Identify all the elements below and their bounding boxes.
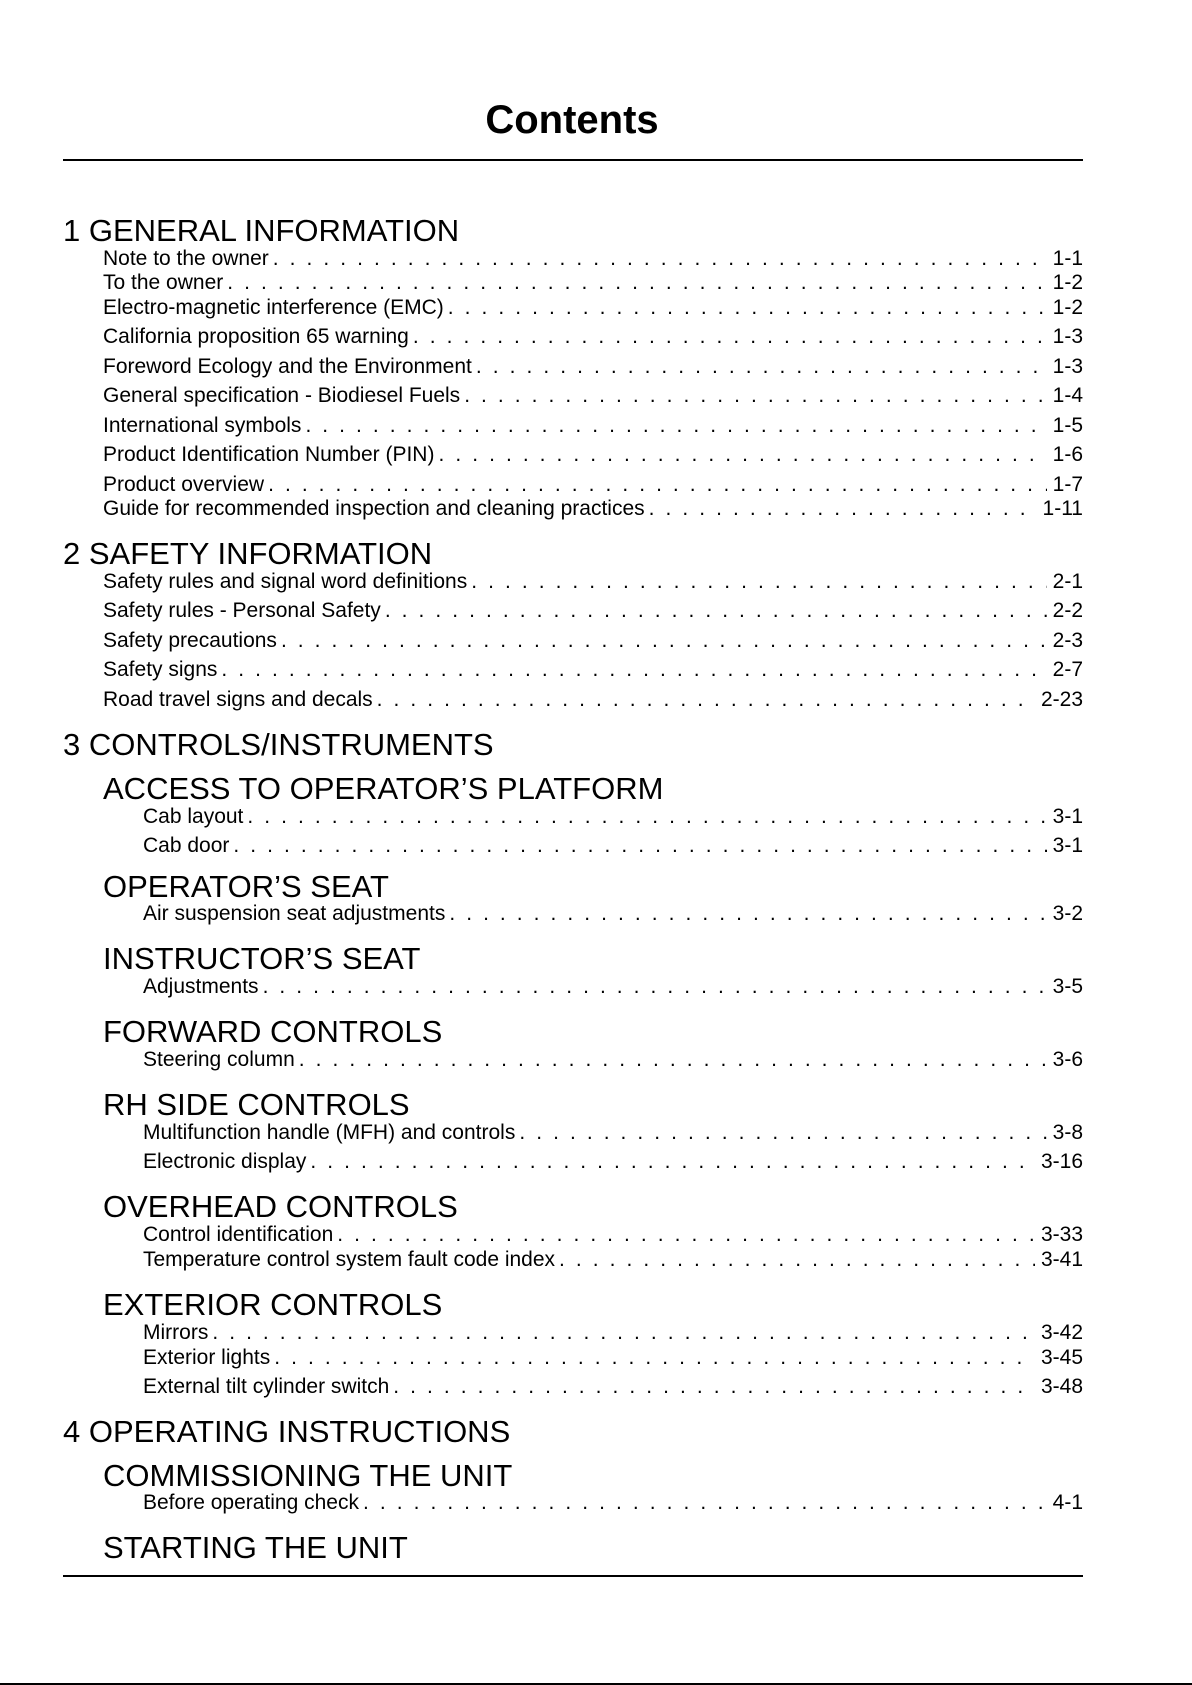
dot-leader (385, 598, 1047, 624)
toc-entry[interactable] (143, 1345, 1083, 1371)
toc-entry[interactable] (103, 383, 1083, 409)
toc-entry-title: Guide for recommended inspection and cleaning practices (103, 497, 645, 520)
dot-leader (471, 569, 1046, 595)
toc-entry-title: Safety signs (103, 658, 218, 681)
toc-entry-page: 3-48 (1040, 1375, 1083, 1398)
toc-entry-title: California proposition 65 warning (103, 325, 409, 348)
subsection-heading: FORWARD CONTROLS (103, 1014, 443, 1049)
bottom-divider (63, 1575, 1083, 1577)
section-heading-4: 4 OPERATING INSTRUCTIONS (63, 1414, 511, 1449)
subsection-heading: COMMISSIONING THE UNIT (103, 1458, 513, 1493)
toc-entry-page: 3-1 (1052, 834, 1083, 857)
toc-entry-page: 1-2 (1052, 271, 1083, 294)
toc-entry-title: Air suspension seat adjustments (143, 902, 446, 925)
dot-leader (268, 472, 1047, 498)
dot-leader (274, 1345, 1035, 1371)
toc-entry-title: Electronic display (143, 1150, 307, 1173)
toc-entry-page: 1-4 (1052, 384, 1083, 407)
toc-entry[interactable] (143, 1320, 1083, 1346)
dot-leader (519, 1120, 1046, 1146)
toc-entry[interactable] (143, 804, 1083, 830)
toc-entry-page: 3-1 (1052, 805, 1083, 828)
dot-leader (227, 270, 1046, 296)
toc-entry[interactable] (143, 1247, 1083, 1273)
section-heading-2: 2 SAFETY INFORMATION (63, 536, 433, 571)
toc-entry-page: 1-5 (1052, 414, 1083, 437)
dot-leader (263, 974, 1047, 1000)
dot-leader (221, 657, 1046, 683)
toc-entry[interactable] (103, 628, 1083, 654)
dot-leader (649, 496, 1037, 522)
toc-entry-title: Product Identification Number (PIN) (103, 443, 435, 466)
subsection-heading: OVERHEAD CONTROLS (103, 1189, 458, 1224)
toc-entry-page: 3-5 (1052, 975, 1083, 998)
toc-entry[interactable] (103, 496, 1083, 522)
toc-entry-title: Exterior lights (143, 1346, 271, 1369)
toc-entry-page: 3-6 (1052, 1048, 1083, 1071)
toc-entry-page: 1-1 (1052, 247, 1083, 270)
dot-leader (449, 901, 1046, 927)
toc-entry-page: 3-45 (1040, 1346, 1083, 1369)
toc-entry-page: 2-7 (1052, 658, 1083, 681)
toc-entry-title: Mirrors (143, 1321, 209, 1344)
toc-entry[interactable] (143, 1047, 1083, 1073)
dot-leader (305, 413, 1046, 439)
toc-entry[interactable] (103, 246, 1083, 272)
toc-entry-page: 3-8 (1052, 1121, 1083, 1144)
dot-leader (377, 687, 1035, 713)
toc-entry[interactable] (103, 569, 1083, 595)
subsection-heading: ACCESS TO OPERATOR’S PLATFORM (103, 771, 664, 806)
toc-entry-page: 2-23 (1040, 688, 1083, 711)
toc-entry[interactable] (143, 901, 1083, 927)
dot-leader (310, 1149, 1035, 1175)
page-title: Contents (485, 98, 659, 142)
toc-entry-title: International symbols (103, 414, 302, 437)
toc-entry-page: 1-11 (1042, 497, 1083, 520)
toc-entry-page: 2-1 (1052, 570, 1083, 593)
toc-entry[interactable] (143, 1120, 1083, 1146)
toc-entry-title: External tilt cylinder switch (143, 1375, 390, 1398)
toc-entry-page: 1-7 (1052, 473, 1083, 496)
subsection-heading: EXTERIOR CONTROLS (103, 1287, 443, 1322)
toc-entry-page: 3-42 (1040, 1321, 1083, 1344)
toc-entry-title: To the owner (103, 271, 224, 294)
section-heading-3: 3 CONTROLS/INSTRUMENTS (63, 727, 494, 762)
dot-leader (476, 354, 1047, 380)
toc-entry-page: 2-2 (1052, 599, 1083, 622)
dot-leader (273, 246, 1047, 272)
toc-entry-page: 2-3 (1052, 629, 1083, 652)
dot-leader (363, 1490, 1047, 1516)
toc-entry-page: 3-2 (1052, 902, 1083, 925)
dot-leader (464, 383, 1046, 409)
toc-entry-title: Safety rules - Personal Safety (103, 599, 381, 622)
toc-entry-title: Electro-magnetic interference (EMC) (103, 296, 444, 319)
toc-entry[interactable] (103, 270, 1083, 296)
toc-entry[interactable] (143, 1149, 1083, 1175)
dot-leader (281, 628, 1047, 654)
toc-entry-title: Note to the owner (103, 247, 269, 270)
toc-entry-page: 3-41 (1040, 1248, 1083, 1271)
toc-entry-title: Multifunction handle (MFH) and controls (143, 1121, 516, 1144)
toc-entry[interactable] (103, 442, 1083, 468)
dot-leader (233, 833, 1046, 859)
toc-entry-title: Road travel signs and decals (103, 688, 373, 711)
toc-entry-page: 1-3 (1052, 325, 1083, 348)
toc-entry[interactable] (103, 413, 1083, 439)
toc-entry[interactable] (103, 657, 1083, 683)
subsection-heading: STARTING THE UNIT (103, 1530, 408, 1565)
toc-entry[interactable] (103, 295, 1083, 321)
toc-entry-title: Steering column (143, 1048, 295, 1071)
toc-entry-title: Cab door (143, 834, 230, 857)
toc-entry[interactable] (143, 1374, 1083, 1400)
dot-leader (247, 804, 1046, 830)
toc-entry-title: Control identification (143, 1223, 334, 1246)
toc-entry[interactable] (103, 472, 1083, 498)
subsection-heading: RH SIDE CONTROLS (103, 1087, 410, 1122)
toc-entry-page: 3-16 (1040, 1150, 1083, 1173)
toc-entry[interactable] (143, 833, 1083, 859)
toc-entry-title: Temperature control system fault code index (143, 1248, 556, 1271)
dot-leader (299, 1047, 1047, 1073)
toc-entry[interactable] (103, 687, 1083, 713)
toc-entry-title: Foreword Ecology and the Environment (103, 355, 472, 378)
dot-leader (212, 1320, 1035, 1346)
dot-leader (438, 442, 1046, 468)
toc-entry-page: 1-6 (1052, 443, 1083, 466)
toc-entry-title: Safety precautions (103, 629, 277, 652)
toc-entry-title: Before operating check (143, 1491, 359, 1514)
toc-entry-title: Product overview (103, 473, 265, 496)
toc-entry[interactable] (103, 354, 1083, 380)
toc-entry-page: 4-1 (1052, 1491, 1083, 1514)
toc-entry-page: 3-33 (1040, 1223, 1083, 1246)
toc-entry[interactable] (103, 324, 1083, 350)
subsection-heading: OPERATOR’S SEAT (103, 869, 389, 904)
dot-leader (448, 295, 1047, 321)
section-heading-1: 1 GENERAL INFORMATION (63, 213, 460, 248)
toc-entry[interactable] (103, 598, 1083, 624)
subsection-heading: INSTRUCTOR’S SEAT (103, 941, 421, 976)
dot-leader (393, 1374, 1035, 1400)
toc-entry-title: Cab layout (143, 805, 244, 828)
toc-entry-page: 1-2 (1052, 296, 1083, 319)
toc-entry-page: 1-3 (1052, 355, 1083, 378)
dot-leader (413, 324, 1047, 350)
toc-entry-title: Safety rules and signal word definitions (103, 570, 468, 593)
dot-leader (559, 1247, 1035, 1273)
toc-entry-title: Adjustments (143, 975, 259, 998)
toc-entry-title: General specification - Biodiesel Fuels (103, 384, 461, 407)
top-divider (63, 159, 1083, 161)
dot-leader (337, 1222, 1035, 1248)
toc-entry[interactable] (143, 974, 1083, 1000)
toc-entry[interactable] (143, 1490, 1083, 1516)
toc-entry[interactable] (143, 1222, 1083, 1248)
